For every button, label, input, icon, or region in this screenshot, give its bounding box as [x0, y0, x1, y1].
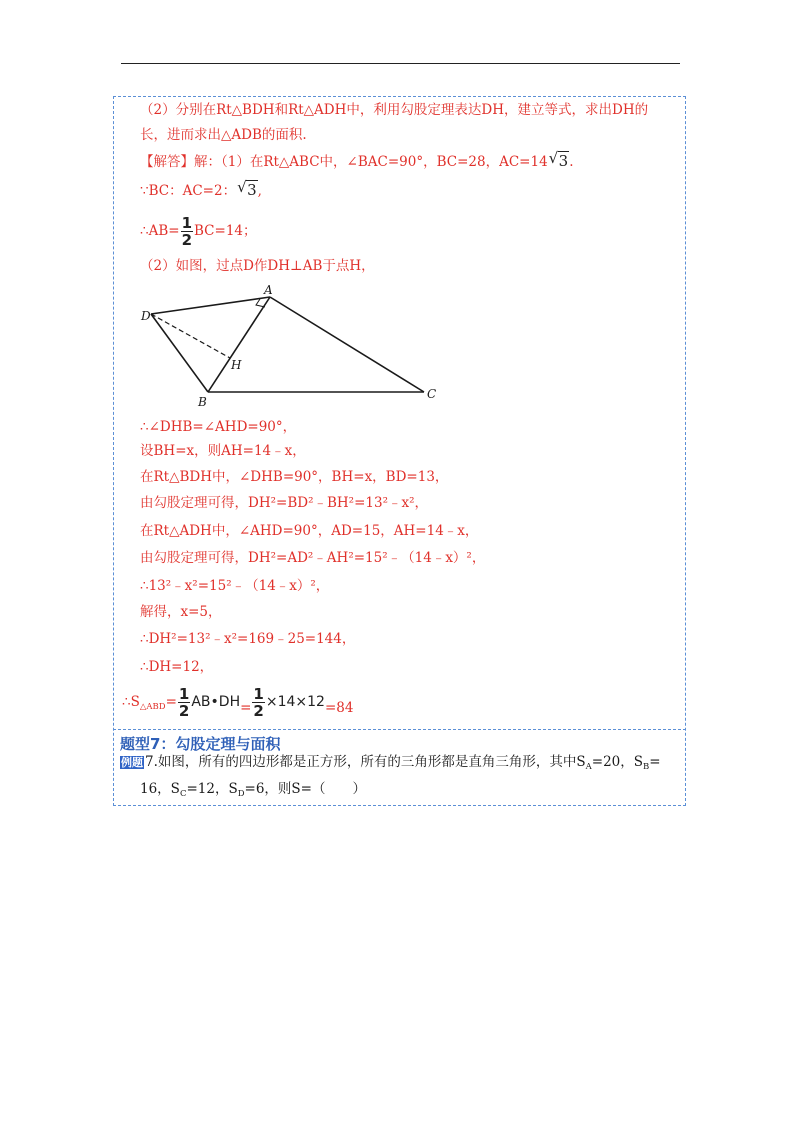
step-2: 设BH=x，则AH=14﹣x， [140, 443, 306, 459]
ab-suffix: BC=14； [194, 223, 257, 239]
solution-intro-text: 解：（1）在Rt△ABC中，∠BAC=90°，BC=28，AC=14 [194, 154, 548, 170]
part2-text: （2）如图，过点D作DH⊥AB于点H， [140, 258, 375, 274]
solution-intro: 【解答】解：（1）在Rt△ABC中，∠BAC=90°，BC=28，AC=14 √ 3. [140, 149, 574, 170]
ratio-text: ∵BC：AC=2： [140, 183, 237, 199]
area-formula: $\therefore S_{\triangle ABD}=$ $\frac{1}{2}$ AB•DH= $\frac{1}{2}$ ×14×12=84 [122, 684, 354, 720]
sqrt-3-ratio: √ 3 [237, 178, 257, 199]
geometry-figure [138, 282, 448, 412]
hint-text-2: 长，进而求出△ADB的面积. [140, 127, 307, 143]
solution-tag: 【解答】 [140, 154, 194, 170]
segment-db [151, 314, 208, 392]
step-4: 由勾股定理可得，DH²=BD²﹣BH²=13²﹣x²， [140, 495, 429, 511]
part2-line [140, 257, 375, 275]
header-rule [121, 63, 680, 64]
segment-da [151, 297, 270, 314]
section-title: 题型7：勾股定理与面积 [120, 735, 281, 753]
label-d: D [141, 309, 151, 323]
step-3: 在Rt△BDH中，∠DHB=90°，BH=x，BD=13， [140, 469, 449, 485]
label-c: C [427, 387, 437, 401]
ratio-line: ∵BC：AC=2： √ 3, [140, 178, 262, 199]
area-ab-dh: AB•DH [191, 694, 241, 710]
step-8: 解得，x=5， [140, 604, 222, 620]
segment-ac [270, 297, 424, 392]
area-fraction-2: $\frac{1}{2}$ [253, 684, 264, 720]
step-10: ∴DH=12， [140, 659, 214, 675]
question-line-2: 16，$S_C=12$，$S_D=6$，则S=（ ） [140, 781, 366, 799]
step-7: ∴13²﹣x²=15²﹣（14﹣x）²， [140, 578, 330, 594]
step-9: ∴DH²=13²﹣x²=169﹣25=144， [140, 631, 356, 647]
label-a: A [264, 283, 273, 297]
sqrt-3: √ 3 [548, 149, 569, 170]
area-sub: △ABD [139, 702, 166, 712]
area-fraction-1: $\frac{1}{2}$ [178, 684, 190, 720]
section-divider [113, 729, 686, 730]
example-badge: 例题 [121, 756, 143, 769]
fraction-half: $\frac{1}{2}$ [181, 213, 193, 249]
step-1: ∴∠DHB=∠AHD=90°， [140, 419, 297, 435]
segment-ab [208, 297, 270, 392]
step-5: 在Rt△ADH中，∠AHD=90°，AD=15，AH=14﹣x， [140, 523, 479, 539]
area-prefix: ∴S [122, 694, 140, 710]
area-product: ×14×12 [265, 694, 325, 710]
segment-dh [151, 314, 230, 358]
hint-text-1: （2）分别在Rt△BDH和Rt△ADH中，利用勾股定理表达DH，建立等式，求出DH的 [140, 102, 649, 118]
ab-prefix: ∴AB= [140, 223, 180, 239]
label-h: H [231, 358, 242, 372]
area-result: =84 [324, 700, 354, 716]
hint-line-2 [140, 126, 307, 144]
question-line-1: 例题 7.如图，所有的四边形都是正方形，所有的三角形都是直角三角形，其中$S_A=20$，$S_B=$ [121, 754, 661, 772]
label-b: B [198, 395, 207, 409]
ab-line [140, 214, 257, 248]
hint-line-1 [140, 101, 648, 119]
step-6: 由勾股定理可得，DH²=AD²﹣AH²=15²﹣（14﹣x）²， [140, 550, 486, 566]
